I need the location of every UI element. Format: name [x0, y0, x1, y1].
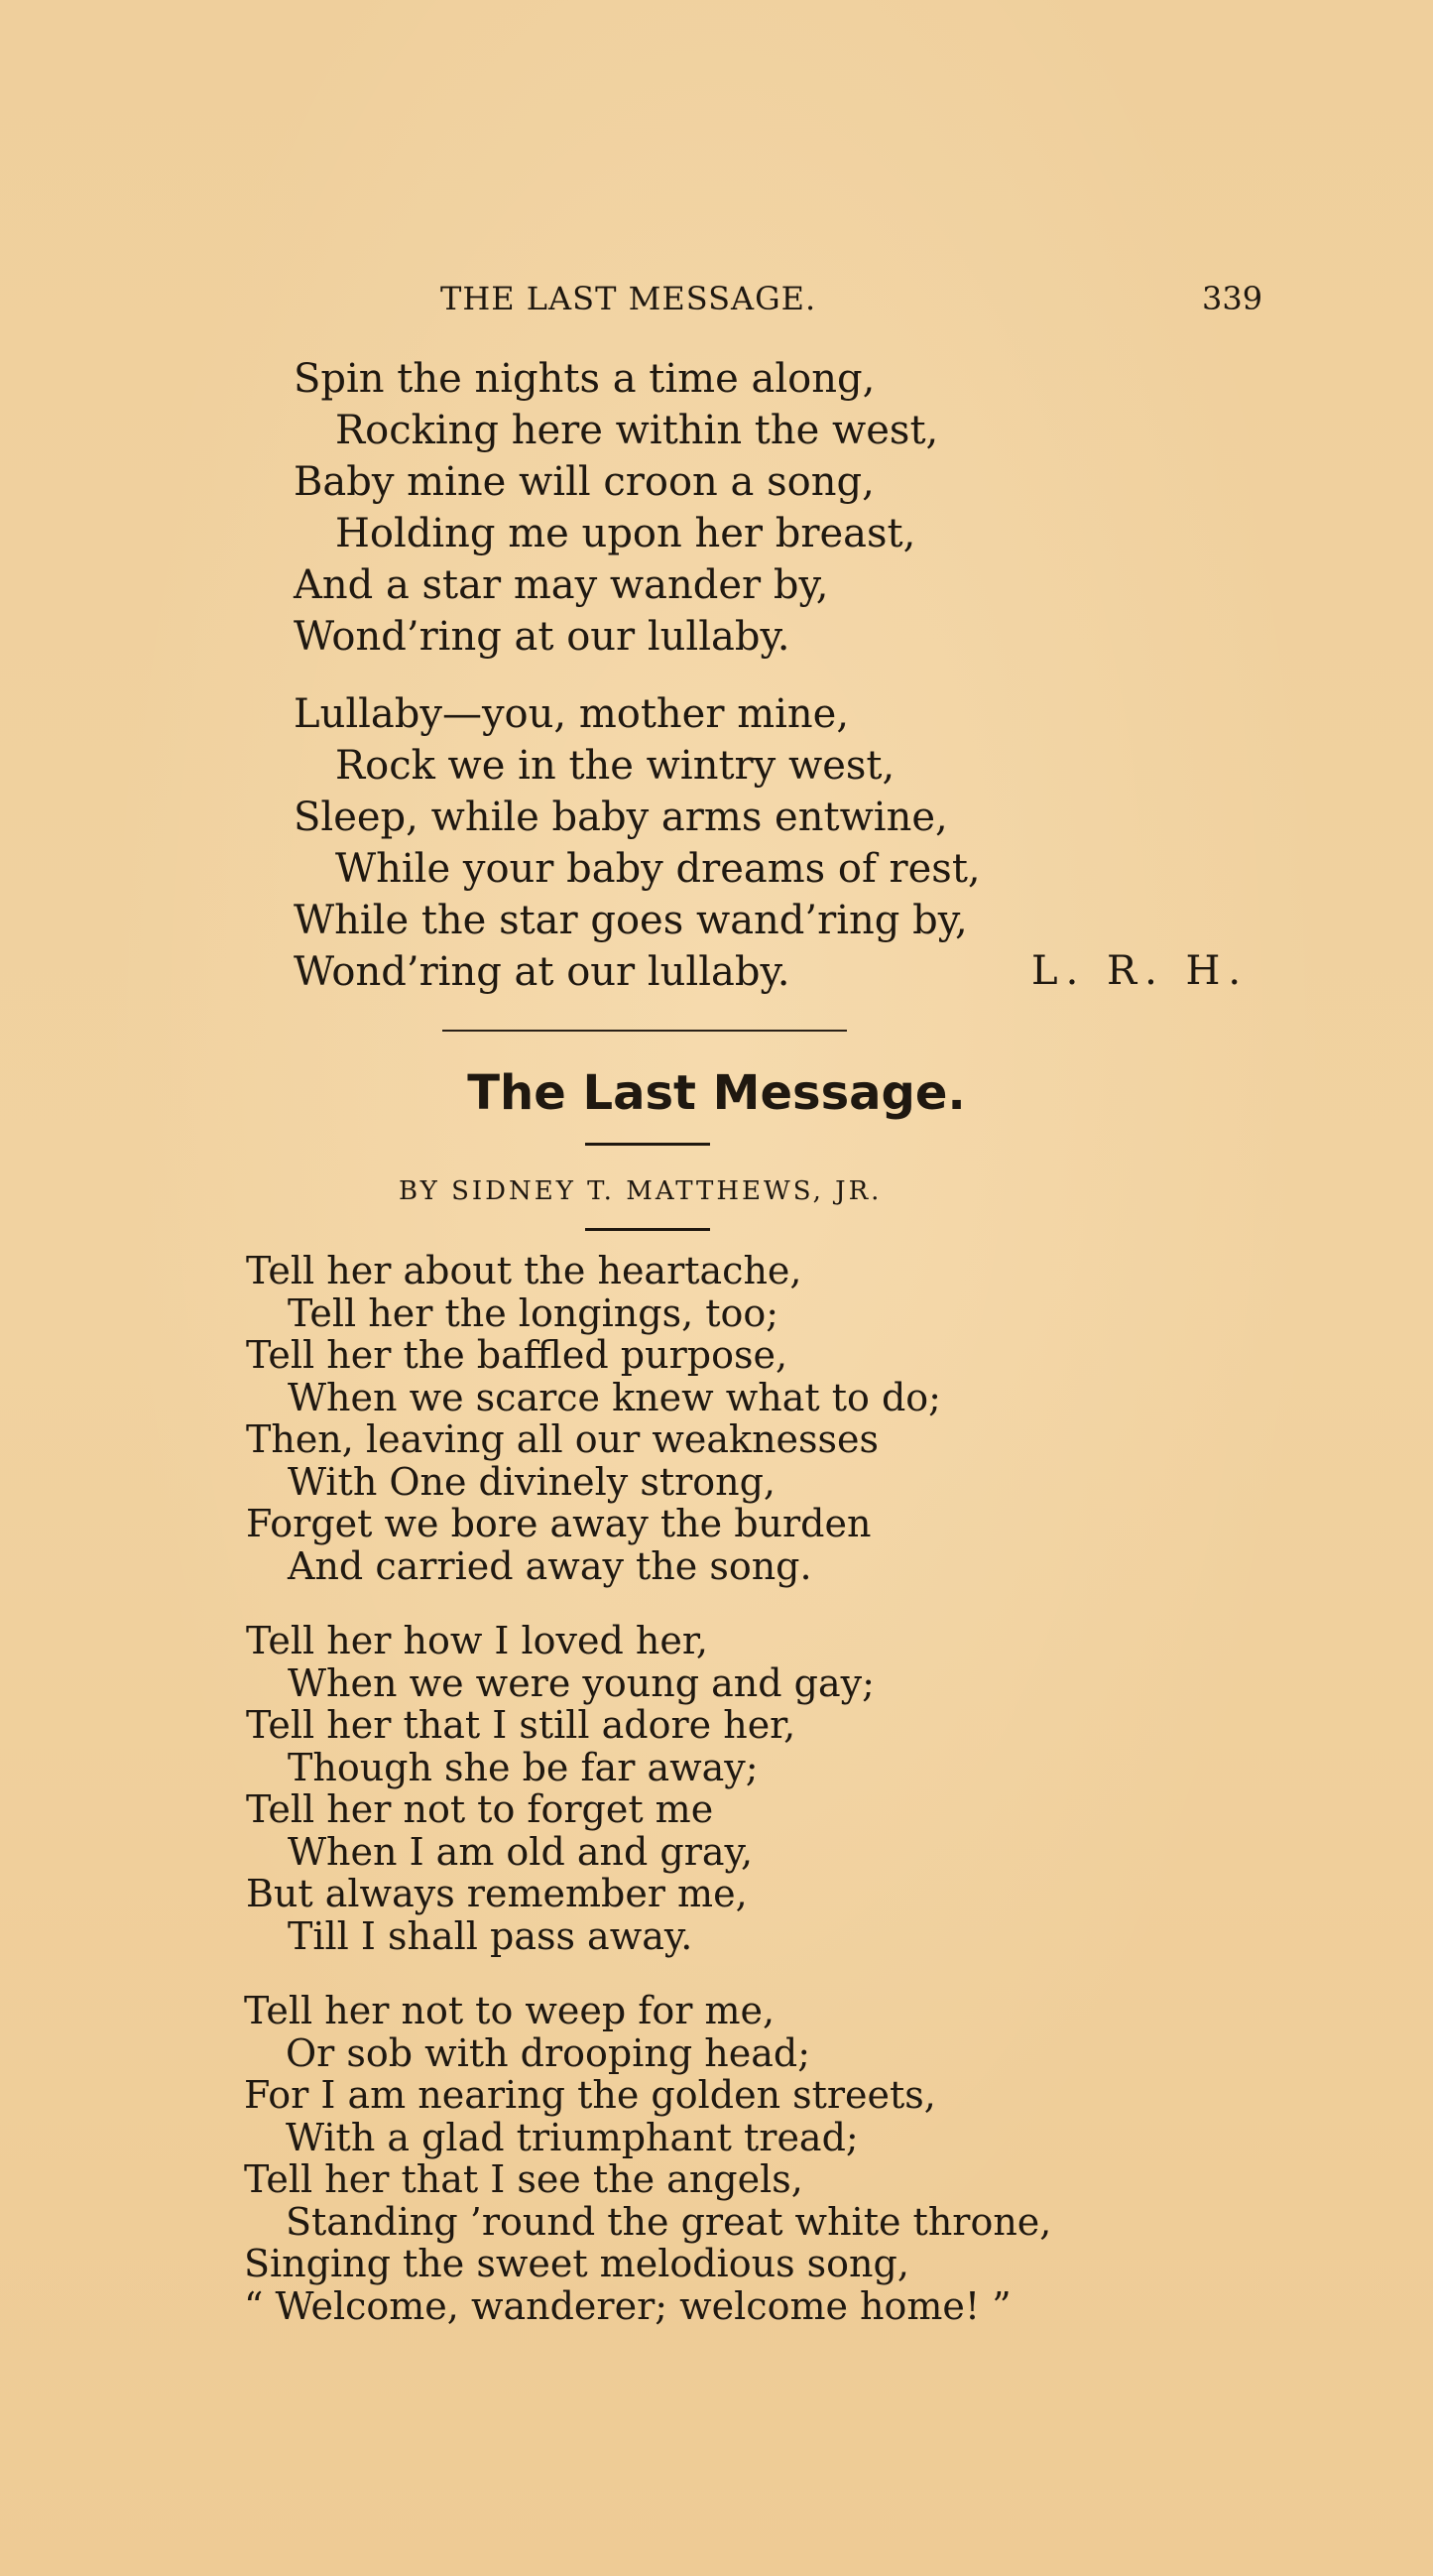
verse-line: Though she be far away;	[288, 1745, 759, 1789]
verse-line: Singing the sweet melodious song,	[244, 2242, 909, 2285]
poem-title-text: The Last Message.	[467, 1065, 966, 1121]
verse-line: Standing ’round the great white throne,	[286, 2199, 1052, 2244]
verse-line: With One divinely strong,	[288, 1459, 776, 1504]
verse-line: Tell her not to weep for me,	[244, 1989, 776, 2032]
poem2-stanza-3	[244, 1990, 1051, 2327]
verse-line: Wond’ring at our lullaby.	[294, 949, 790, 995]
page-number: 339	[1202, 280, 1263, 317]
poem2-stanza-2	[246, 1620, 875, 1957]
verse-line: When we were young and gay;	[288, 1660, 875, 1705]
page-header	[0, 280, 1433, 319]
verse-line: Sleep, while baby arms entwine,	[294, 795, 948, 840]
title-rule	[585, 1143, 710, 1146]
verse-line: Then, leaving all our weaknesses	[246, 1417, 880, 1461]
verse-line: Tell her how I loved her,	[246, 1619, 708, 1662]
verse-line: When we scarce knew what to do;	[288, 1375, 941, 1419]
verse-line: Tell her the longings, too;	[288, 1290, 779, 1335]
verse-line: Wond’ring at our lullaby.	[294, 614, 790, 660]
verse-line: Holding me upon her breast,	[335, 511, 916, 556]
verse-line: Rocking here within the west,	[335, 408, 939, 453]
verse-line: But always remember me,	[246, 1872, 748, 1915]
verse-line: “ Welcome, wanderer; welcome home! ”	[244, 2283, 1012, 2328]
verse-line: Rock we in the wintry west,	[335, 743, 896, 789]
byline: BY SIDNEY T. MATTHEWS, JR.	[399, 1176, 883, 1206]
verse-line: Tell her the baffled purpose,	[246, 1333, 788, 1377]
verse-line: Tell her about the heartache,	[246, 1249, 802, 1292]
verse-line: Baby mine will croon a song,	[294, 459, 875, 505]
verse-line: While your baby dreams of rest,	[335, 846, 981, 892]
verse-line: For I am nearing the golden streets,	[244, 2073, 936, 2117]
verse-line: Tell her that I see the angels,	[244, 2157, 803, 2201]
poem1-stanza-2	[294, 688, 981, 998]
running-title: THE LAST MESSAGE.	[440, 280, 817, 317]
verse-line: With a glad triumphant tread;	[286, 2115, 859, 2159]
verse-line: Lullaby—you, mother mine,	[294, 691, 850, 737]
poem2-stanza-1	[246, 1250, 941, 1587]
verse-line: Tell her that I still adore her,	[246, 1703, 796, 1747]
verse-line: When I am old and gray,	[288, 1829, 754, 1874]
byline-rule	[585, 1228, 710, 1231]
verse-line: While the star goes wand’ring by,	[294, 898, 968, 943]
section-divider	[442, 1030, 847, 1032]
verse-line: Forget we bore away the burden	[246, 1502, 872, 1545]
author-initials: L. R. H.	[1031, 948, 1250, 994]
poem-title	[0, 1065, 1433, 1121]
verse-line: And a star may wander by,	[294, 562, 829, 608]
verse-line: And carried away the song.	[288, 1543, 812, 1588]
verse-line: Tell her not to forget me	[246, 1787, 714, 1831]
verse-line: Spin the nights a time along,	[294, 356, 876, 402]
verse-line: Till I shall pass away.	[288, 1913, 693, 1958]
poem1-stanza-1	[294, 353, 938, 663]
verse-line: Or sob with drooping head;	[286, 2030, 811, 2075]
